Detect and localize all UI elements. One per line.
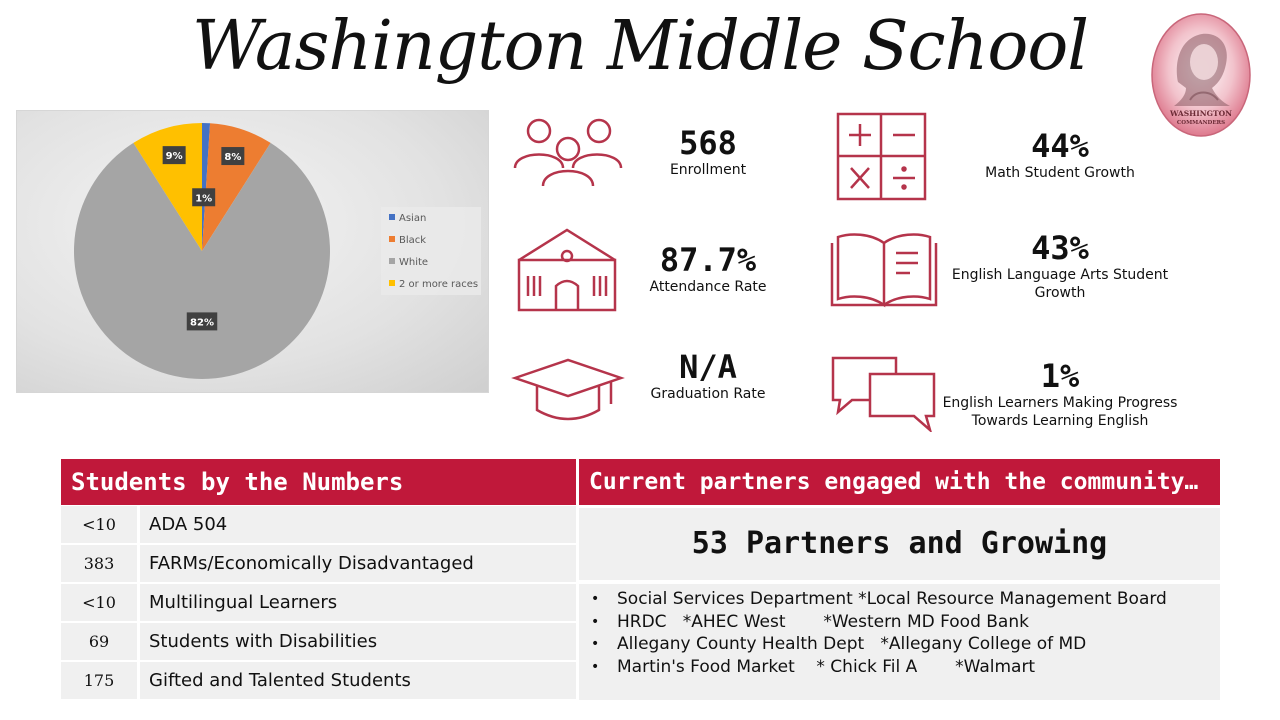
- legend-item: [389, 279, 478, 290]
- svg-text:8%: 8%: [224, 152, 242, 164]
- seal-text-bottom: COMMANDERS: [1176, 120, 1226, 126]
- enrollment-label: Enrollment: [669, 162, 747, 178]
- people-group-icon: [511, 116, 625, 188]
- calculator-icon: [835, 111, 928, 202]
- el-label-line1: English Learners Making Progress: [942, 395, 1178, 411]
- svg-text:82%: 82%: [190, 317, 214, 329]
- svg-text:1%: 1%: [195, 193, 213, 205]
- ela-label-line1: English Language Arts Student: [951, 267, 1169, 283]
- demographics-pie-chart: [16, 110, 489, 393]
- partners-panel-header: Current partners engaged with the community…: [579, 459, 1220, 505]
- partners-list: [579, 584, 1220, 700]
- attendance-label: Attendance Rate: [649, 279, 767, 295]
- math-value: 44%: [1031, 127, 1089, 165]
- svg-text:Asian: Asian: [399, 213, 427, 224]
- ela-value: 43%: [1031, 229, 1089, 267]
- enrollment-value: 568: [679, 124, 737, 162]
- attendance-value: 87.7%: [659, 241, 757, 279]
- pie-data-label: [192, 188, 215, 206]
- students-row-count: 383: [61, 545, 137, 582]
- enrollment-stat: [618, 125, 798, 179]
- list-item: • Allegany County Health Dept *Allegany College of MD: [589, 633, 1220, 656]
- page-title: Washington Middle School: [191, 7, 1089, 86]
- list-item: • Social Services Department *Local Resource Management Board: [589, 588, 1220, 611]
- svg-text:Black: Black: [399, 235, 427, 246]
- math-stat: [940, 128, 1180, 182]
- graduation-stat: [618, 349, 798, 403]
- math-label: Math Student Growth: [985, 165, 1135, 181]
- students-row-label: Gifted and Talented Students: [140, 662, 576, 699]
- students-row-count: <10: [61, 506, 137, 543]
- svg-text:2 or more races: 2 or more races: [399, 279, 479, 290]
- pie-data-label: [163, 146, 186, 164]
- students-panel-header: Students by the Numbers: [61, 459, 576, 505]
- school-seal-logo: [1150, 12, 1252, 138]
- pie-data-label: [187, 312, 218, 330]
- students-row-label: Students with Disabilities: [140, 623, 576, 660]
- list-item: • HRDC *AHEC West *Western MD Food Bank: [589, 611, 1220, 634]
- chart-legend: [381, 207, 481, 295]
- graduation-label: Graduation Rate: [650, 386, 766, 402]
- el-value: 1%: [1040, 357, 1080, 395]
- el-label-line2: Towards Learning English: [971, 413, 1149, 429]
- pie-data-label: [221, 147, 244, 165]
- seal-text-top: WASHINGTON: [1169, 109, 1233, 118]
- open-book-icon: [830, 229, 938, 309]
- graduation-cap-icon: [511, 356, 625, 422]
- students-row-count: <10: [61, 584, 137, 621]
- students-row-label: Multilingual Learners: [140, 584, 576, 621]
- students-row-label: ADA 504: [140, 506, 576, 543]
- students-row-count: 175: [61, 662, 137, 699]
- attendance-stat: [618, 242, 798, 296]
- svg-text:White: White: [399, 257, 429, 268]
- school-building-icon: [516, 226, 618, 312]
- ela-label-line2: Growth: [1034, 285, 1086, 301]
- partners-count: 53 Partners and Growing: [579, 508, 1220, 580]
- el-stat: [930, 358, 1190, 430]
- ela-stat: [930, 230, 1190, 302]
- students-row-count: 69: [61, 623, 137, 660]
- students-row-label: FARMs/Economically Disadvantaged: [140, 545, 576, 582]
- speech-bubbles-icon: [830, 354, 936, 432]
- graduation-value: N/A: [679, 348, 737, 386]
- svg-text:9%: 9%: [165, 151, 183, 163]
- list-item: • Martin's Food Market * Chick Fil A *Walmart: [589, 656, 1220, 679]
